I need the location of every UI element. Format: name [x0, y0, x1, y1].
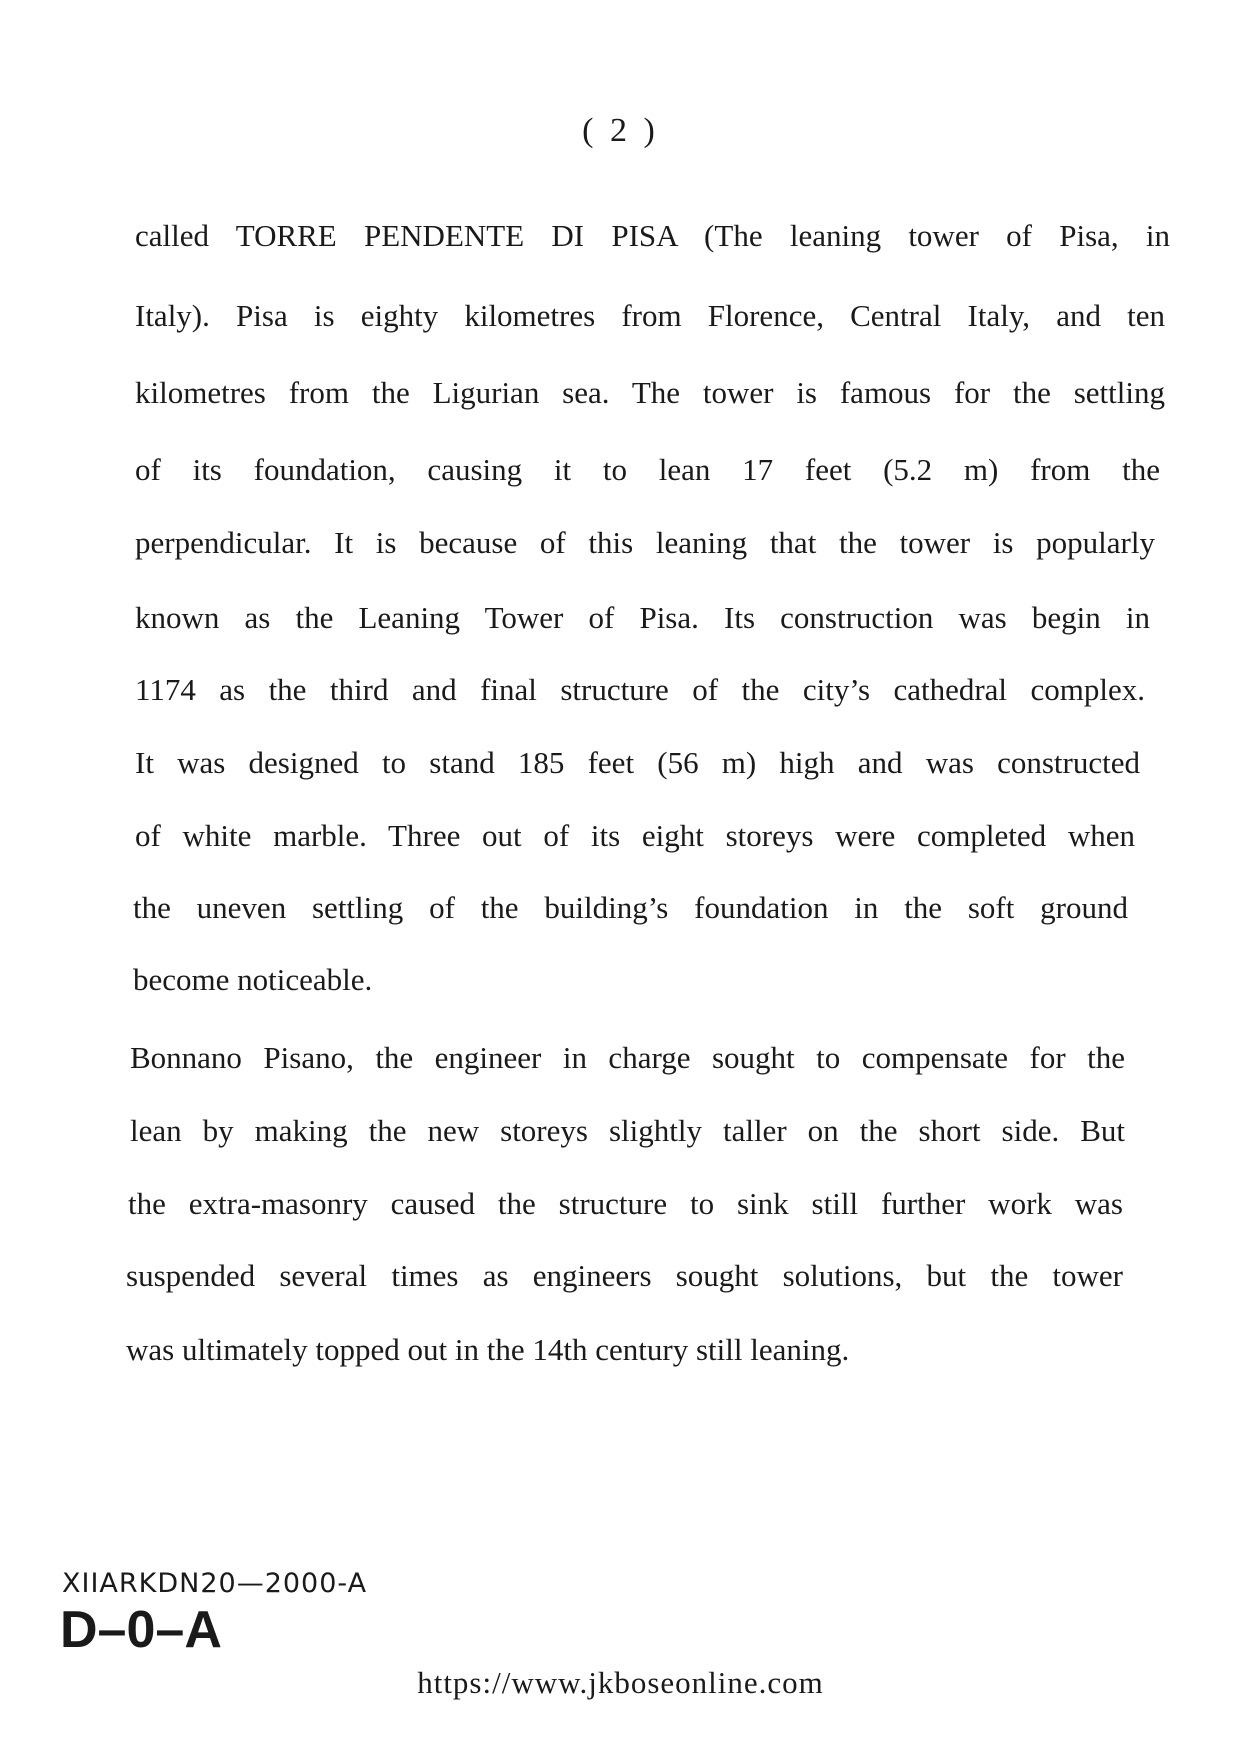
text-line: perpendicular. It is because of this leaning that the tower is popularly: [135, 525, 1155, 560]
text-line: 1174 as the third and final structure of the city’s cathedral complex.: [135, 672, 1145, 707]
text-line: lean by making the new storeys slightly taller on the short side. But: [130, 1113, 1125, 1148]
text-line: of its foundation, causing it to lean 17 feet (5.2 m) from the: [135, 452, 1160, 487]
text-line: become noticeable.: [133, 962, 373, 997]
text-line: the uneven settling of the building’s foundation in the soft ground: [133, 890, 1128, 925]
text-line: called TORRE PENDENTE DI PISA (The leaning tower of Pisa, in: [135, 218, 1170, 253]
footer-url: https://www.jkboseonline.com: [417, 1665, 824, 1700]
text-line: known as the Leaning Tower of Pisa. Its construction was begin in: [135, 600, 1150, 635]
text-line: Bonnano Pisano, the engineer in charge sought to compensate for the: [130, 1040, 1125, 1075]
page-number: ( 2 ): [582, 112, 659, 149]
text-line: Italy). Pisa is eighty kilometres from Florence, Central Italy, and ten: [135, 298, 1165, 333]
text-line: the extra-masonry caused the structure to sink still further work was: [128, 1186, 1123, 1221]
text-line: of white marble. Three out of its eight storeys were completed when: [135, 818, 1135, 853]
text-line: suspended several times as engineers sought solutions, but the tower: [126, 1258, 1123, 1293]
paper-code: XIIARKDN20—2000-A: [62, 1568, 368, 1599]
text-line: It was designed to stand 185 feet (56 m) high and was constructed: [135, 745, 1140, 780]
set-code: D–0–A: [60, 1601, 222, 1659]
text-line: kilometres from the Ligurian sea. The tower is famous for the settling: [135, 375, 1165, 410]
text-line: was ultimately topped out in the 14th century still leaning.: [126, 1332, 850, 1367]
